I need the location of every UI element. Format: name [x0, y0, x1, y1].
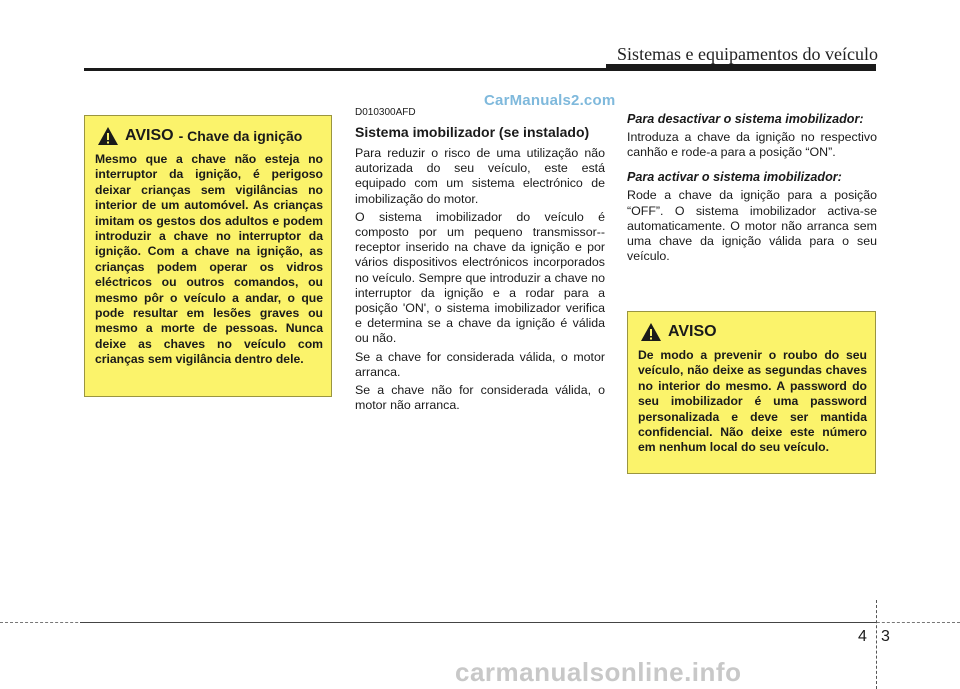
warning-box-ignition-key	[84, 115, 332, 397]
page-number: 3	[881, 628, 890, 645]
section-code: D010300AFD	[355, 107, 416, 118]
section-title: Sistema imobilizador (se instalado)	[355, 124, 590, 140]
warning-header	[640, 320, 867, 344]
deactivate-title: Para desactivar o sistema imobilizador:	[627, 112, 864, 126]
warning-title: AVISO	[125, 127, 174, 144]
section-paragraph: O sistema imobilizador do veículo é composto por um pequeno transmissor--receptor inserido na chave da ignição e por vários dispositivos electrónicos incorporados no veículo. Sempre que introduzir a chave no interruptor da ignição e a rodar para a posição 'ON', o sistema imobilizador verifica e determina se a chave da ignição é válida ou não.	[355, 209, 605, 346]
watermark-bottom[interactable]: carmanualsonline.info	[455, 657, 742, 687]
section-paragraph: Para reduzir o risco de uma utilização não autorizada do seu veículo, este está equipado com um sistema electrónico de imobilização do motor.	[355, 146, 605, 206]
immobilizer-instructions	[627, 112, 877, 274]
warning-box-spare-keys	[627, 311, 876, 474]
activate-text: Rode a chave da ignição para a posição “OFF”. O sistema imobilizador activa-se automaticamente. O motor não arranca sem uma chave da ignição válida para o seu veículo.	[627, 188, 877, 264]
warning-body: De modo a prevenir o roubo do seu veículo, não deixe as segundas chaves no interior do mesmo. A password do seu imobilizador é uma password personalizada e deve ser mantida confidencial. Não deixe este número em nenhum local do seu veículo.	[638, 348, 867, 455]
warning-subtitle: - Chave da ignição	[178, 128, 303, 144]
footer-rule-solid	[80, 622, 876, 623]
activate-title: Para activar o sistema imobilizador:	[627, 170, 842, 185]
page-section-number: 4	[858, 628, 867, 645]
section-paragraph: Se a chave não for considerada válida, o motor não arranca.	[355, 383, 605, 413]
warning-triangle-icon	[97, 126, 119, 146]
warning-title: AVISO	[668, 323, 717, 340]
header-rule-accent	[606, 64, 876, 71]
deactivate-text: Introduza a chave da ignição no respectivo canhão e rode-a para a posição “ON”.	[627, 130, 877, 160]
section-paragraph: Se a chave for considerada válida, o motor arranca.	[355, 349, 605, 379]
warning-triangle-icon	[640, 322, 662, 342]
header-title: Sistemas e equipamentos do veículo	[617, 44, 878, 64]
warning-body: Mesmo que a chave não esteja no interruptor da ignição, é perigoso deixar crianças sem vigilâncias no interior de um automóvel. As crianças imitam os gestos dos adultos e podem introduzir a chave no interruptor da ignição. Com a chave na ignição, as crianças podem operar os vidros eléctricos ou outros comandos, ou mesmo pôr o veículo a andar, o que pode resultar em lesões graves ou mesmo a morte de pessoas. Nunca deixe as chaves no veículo com crianças sem vigilância dentro dele.	[95, 152, 323, 367]
page-divider	[876, 600, 877, 689]
warning-header	[97, 124, 323, 148]
immobilizer-section	[355, 107, 605, 416]
watermark-top[interactable]: CarManuals2.com	[484, 92, 616, 109]
